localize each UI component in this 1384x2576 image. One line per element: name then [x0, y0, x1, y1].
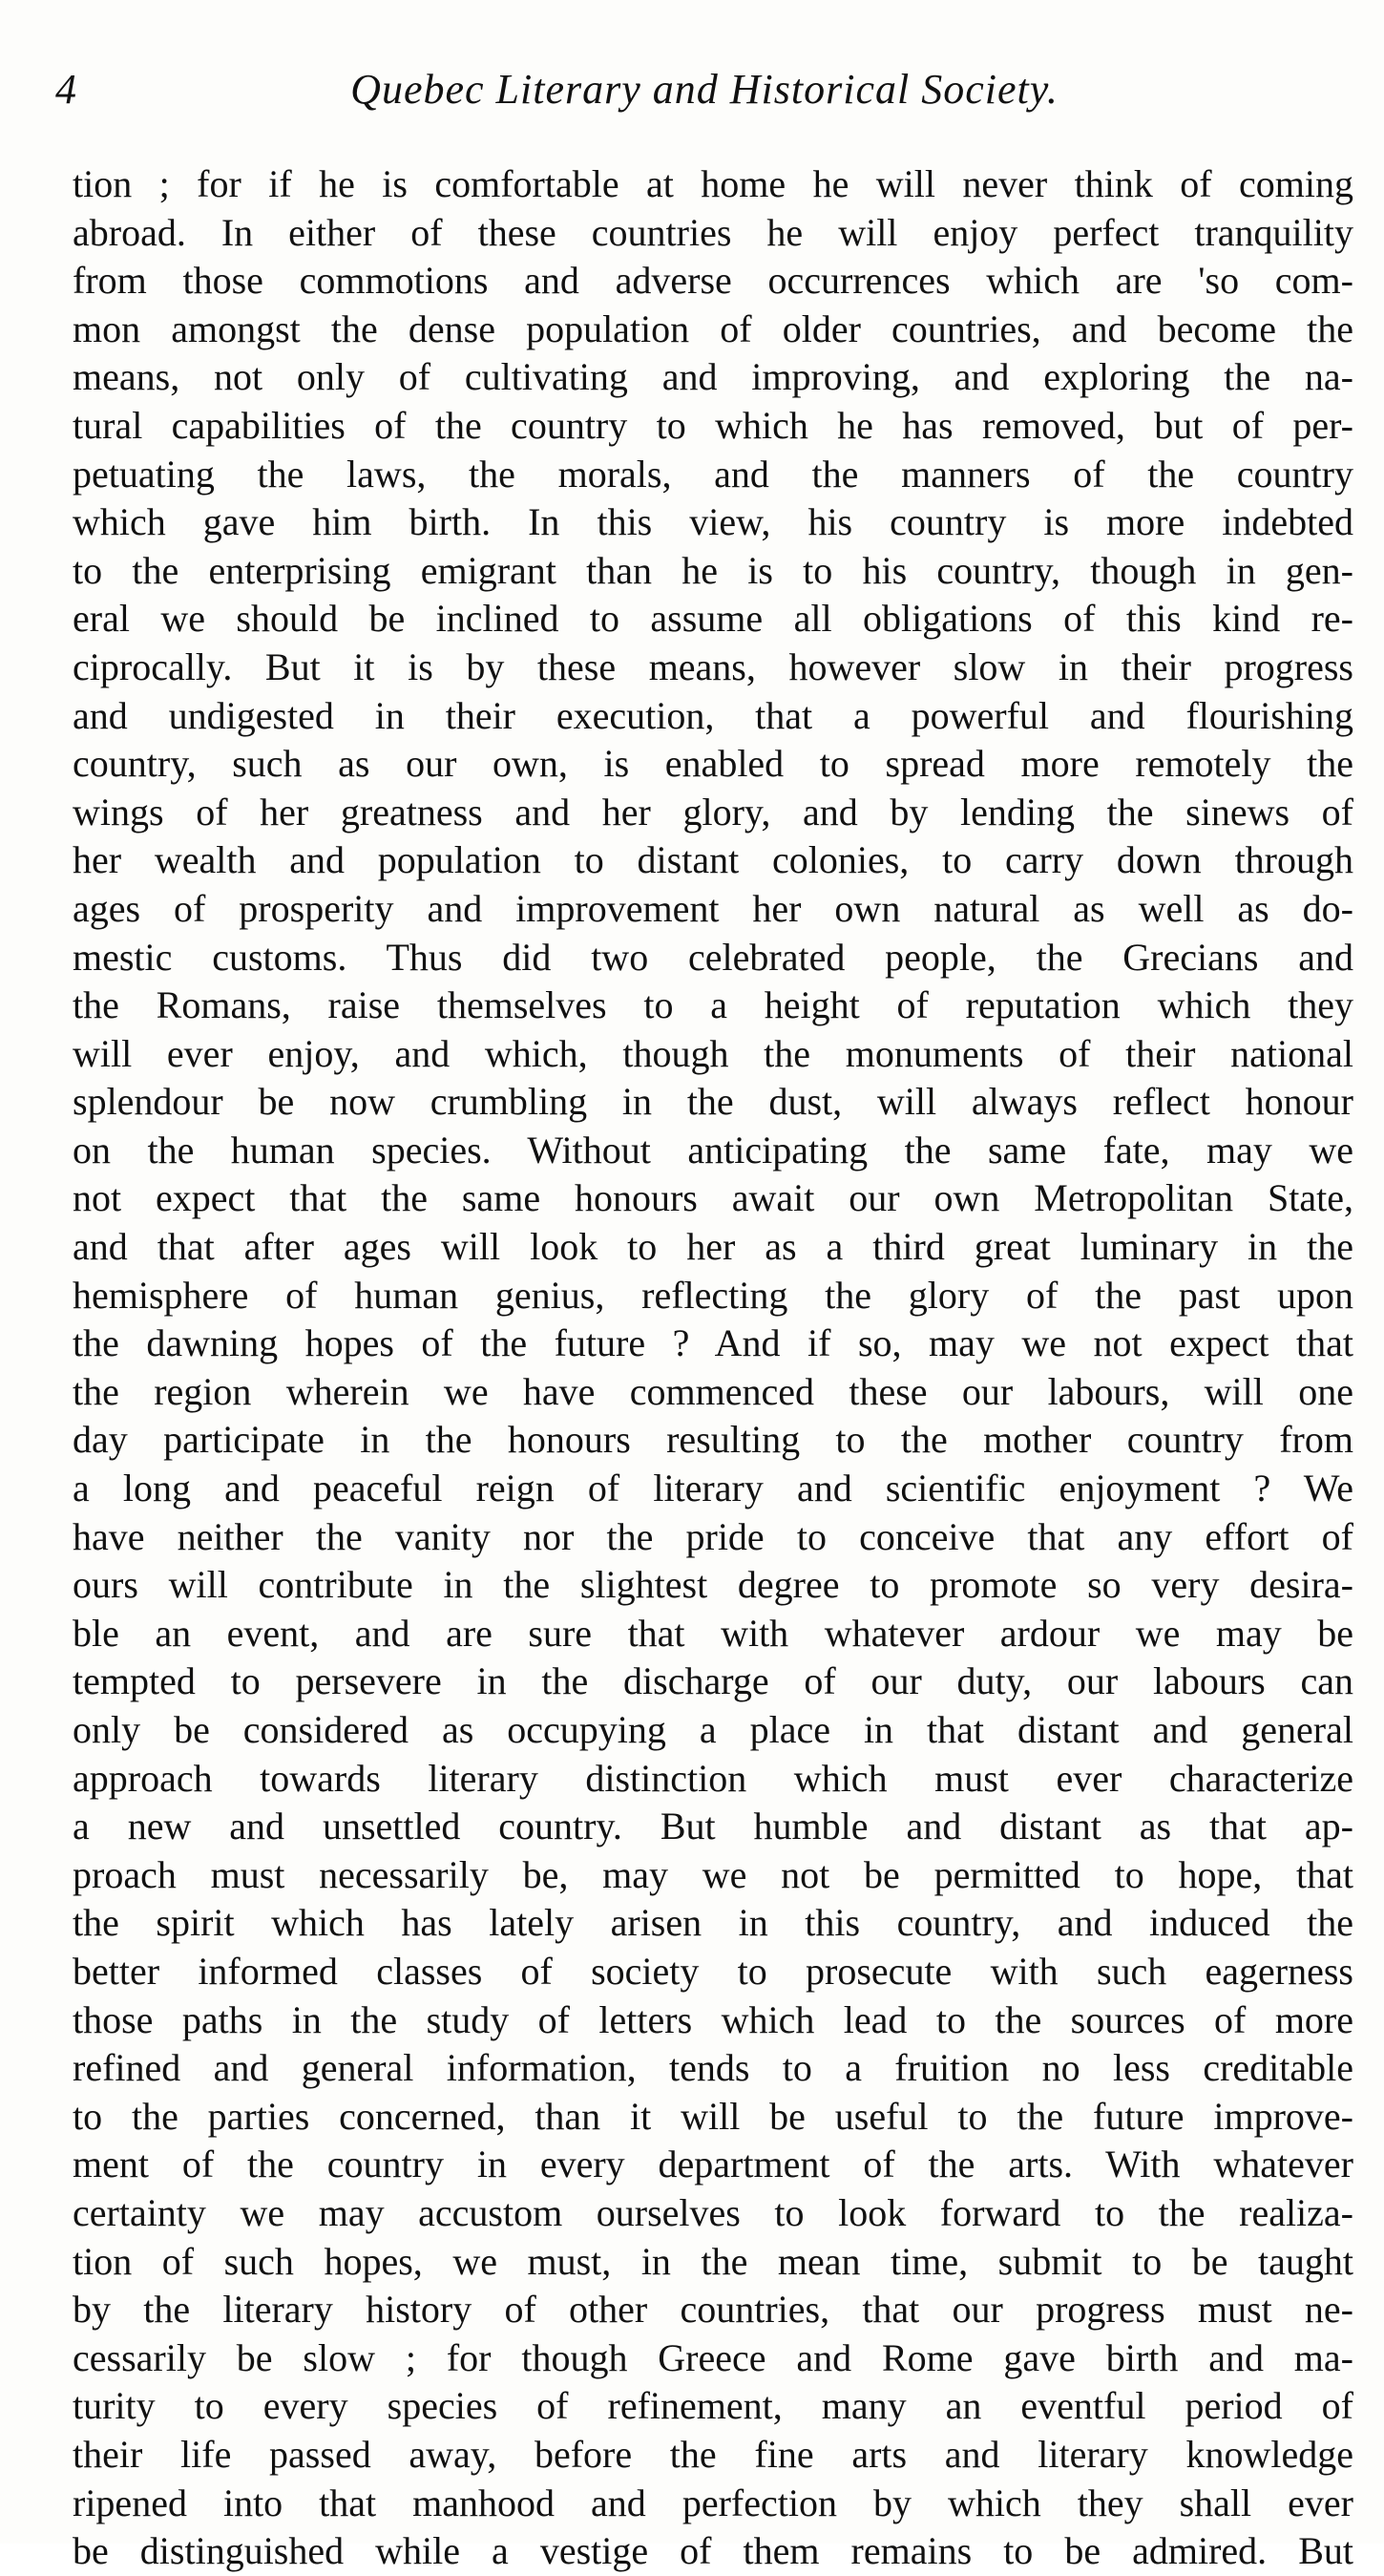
text-line: mestic customs. Thus did two celebrated people, the Grecians and [73, 935, 1353, 979]
text-line: ages of prosperity and improvement her own natural as well as do- [73, 886, 1353, 930]
text-line: tion ; for if he is comfortable at home he will never think of coming [73, 162, 1353, 205]
text-line: wings of her greatness and her glory, and by lending the sinews of [73, 790, 1353, 834]
text-line: and undigested in their execution, that a powerful and flourishing [73, 693, 1353, 737]
text-line: mon amongst the dense population of older countries, and become the [73, 306, 1353, 350]
text-line: her wealth and population to distant colonies, to carry down through [73, 838, 1353, 882]
text-line: tempted to persevere in the discharge of our duty, our labours can [73, 1659, 1353, 1703]
text-line: the region wherein we have commenced these our labours, will one [73, 1369, 1353, 1413]
text-line: means, not only of cultivating and improving, and exploring the na- [73, 355, 1353, 399]
text-line: be distinguished while a vestige of them remains to be admired. But [73, 2529, 1353, 2573]
text-line: hemisphere of human genius, reflecting the glory of the past upon [73, 1273, 1353, 1317]
text-line: the dawning hopes of the future ? And if so, may we not expect that [73, 1321, 1353, 1365]
text-line: a new and unsettled country. But humble and distant as that ap- [73, 1805, 1353, 1848]
text-line: not expect that the same honours await our own Metropolitan State, [73, 1176, 1353, 1220]
text-line: by the literary history of other countries, that our progress must ne- [73, 2288, 1353, 2332]
text-line: their life passed away, before the fine arts and literary knowledge [73, 2432, 1353, 2476]
text-line: a long and peaceful reign of literary and scientific enjoyment ? We [73, 1467, 1353, 1510]
text-line: eral we should be inclined to assume all obligations of this kind re- [73, 597, 1353, 641]
text-line: abroad. In either of these countries he will enjoy perfect tranquility [73, 210, 1353, 254]
text-line: turity to every species of refinement, many an eventful period of [73, 2384, 1353, 2428]
text-line: the spirit which has lately arisen in this country, and induced the [73, 1901, 1353, 1945]
text-line: only be considered as occupying a place in that distant and general [73, 1708, 1353, 1751]
text-line: refined and general information, tends to a fruition no less creditable [73, 2046, 1353, 2090]
running-title: Quebec Literary and Historical Society. [350, 66, 1059, 113]
text-line: cessarily be slow ; for though Greece and Rome gave birth and ma- [73, 2335, 1353, 2379]
text-line: ble an event, and are sure that with whatever ardour we may be [73, 1611, 1353, 1655]
page-header [55, 59, 1353, 136]
text-line: ripened into that manhood and perfection by which they shall ever [73, 2481, 1353, 2524]
text-line: proach must necessarily be, may we not be permitted to hope, that [73, 1852, 1353, 1896]
text-line: ours will contribute in the slightest degree to promote so very desira- [73, 1563, 1353, 1607]
text-line: day participate in the honours resulting to the mother country from [73, 1418, 1353, 1462]
text-line: to the parties concerned, than it will be useful to the future improve- [73, 2094, 1353, 2138]
text-line: petuating the laws, the morals, and the manners of the country [73, 452, 1353, 496]
text-line: those paths in the study of letters which lead to the sources of more [73, 1997, 1353, 2041]
text-line: from those commotions and adverse occurrences which are 'so com- [73, 259, 1353, 303]
text-line: ciprocally. But it is by these means, however slow in their progress [73, 644, 1353, 688]
body-text [73, 160, 1353, 2576]
text-line: the Romans, raise themselves to a height of reputation which they [73, 983, 1353, 1027]
text-line: which gave him birth. In this view, his country is more indebted [73, 500, 1353, 544]
text-line: certainty we may accustom ourselves to look forward to the realiza- [73, 2190, 1353, 2234]
text-line: will ever enjoy, and which, though the monuments of their national [73, 1031, 1353, 1075]
text-line: on the human species. Without anticipating the same fate, may we [73, 1128, 1353, 1172]
text-line: approach towards literary distinction which must ever characterize [73, 1756, 1353, 1800]
page-number: 4 [55, 66, 76, 113]
text-line: country, such as our own, is enabled to spread more remotely the [73, 742, 1353, 786]
text-line: ment of the country in every department of the arts. With whatever [73, 2143, 1353, 2186]
text-line: have neither the vanity nor the pride to conceive that any effort of [73, 1514, 1353, 1558]
text-line: splendour be now crumbling in the dust, will always reflect honour [73, 1080, 1353, 1124]
text-line: to the enterprising emigrant than he is to his country, though in gen- [73, 548, 1353, 592]
text-line: better informed classes of society to prosecute with such eagerness [73, 1949, 1353, 1993]
text-line: and that after ages will look to her as a third great luminary in the [73, 1225, 1353, 1269]
text-line: tural capabilities of the country to which he has removed, but of per- [73, 403, 1353, 447]
text-line: tion of such hopes, we must, in the mean time, submit to be taught [73, 2239, 1353, 2283]
